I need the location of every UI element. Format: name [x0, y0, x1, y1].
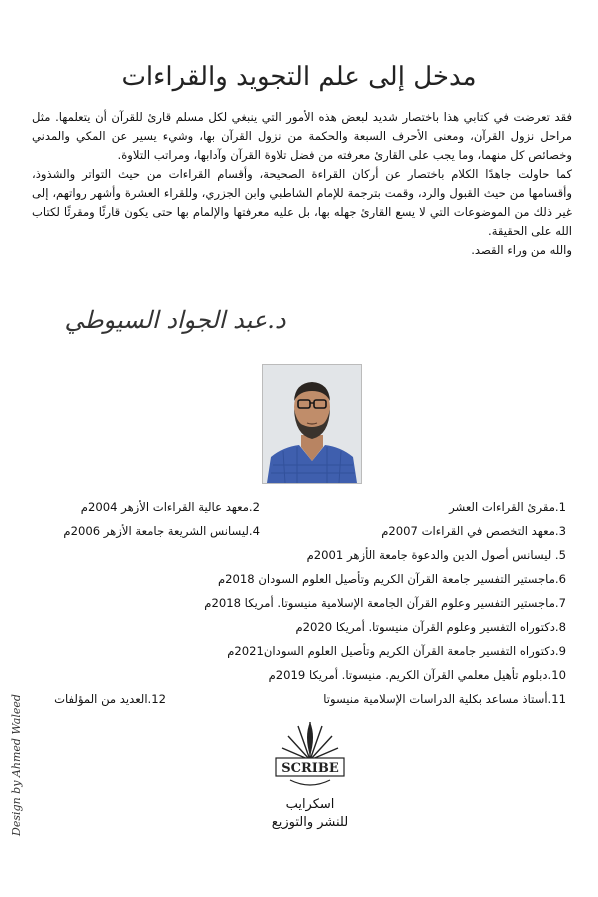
- qualification-12: 12.العديد من المؤلفات: [54, 692, 166, 706]
- intro-paragraph-2: كما حاولت جاهدًا الكلام باختصار عن أركان القراءة الصحيحة، وأقسام القراءات من حيث التواتر والشذوذ، وأقسامها من حيث القبول والرد، وقمت بترجمة للإمام الشاطبي وابن الجزري، وللقراء العشرة وأشهر رواتهم، إلى غير ذلك من الموضوعات التي لا يسع القارئ جهله بها، بل عليه معرفتها والإلمام بها حتى يكون قارئًا ومقرئًا لكتاب الله على الحقيقة.: [32, 167, 572, 238]
- qualification-8: 8.دكتوراه التفسير وعلوم القرآن منيسوتا. أمريكا 2020م: [295, 620, 566, 634]
- author-signature: د.عبد الجواد السيوطي: [64, 306, 286, 334]
- qualification-3: 3.معهد التخصص في القراءات 2007م: [381, 524, 566, 538]
- intro-text: [32, 108, 572, 260]
- intro-closing: والله من وراء القصد.: [471, 243, 572, 257]
- qualification-9: 9.دكتوراه التفسير جامعة القرآن الكريم وتأصيل العلوم السودان2021م: [227, 644, 566, 658]
- qualification-6: 6.ماجستير التفسير جامعة القرآن الكريم وتأصيل العلوم السودان 2018م: [217, 572, 566, 586]
- qualification-1: 1.مقرئ القراءات العشر: [449, 500, 566, 514]
- designer-credit: Design by Ahmed Waleed: [10, 694, 23, 836]
- qualification-2: 2.معهد عالية القراءات الأزهر 2004م: [80, 500, 260, 514]
- publisher-line-2: للنشر والتوزيع: [271, 815, 349, 830]
- qualification-5: 5. ليسانس أصول الدين والدعوة جامعة الأزهر 2001م: [306, 548, 566, 562]
- qualification-7: 7.ماجستير التفسير وعلوم القرآن الجامعة الإسلامية منيسوتا. أمريكا 2018م: [204, 596, 566, 610]
- intro-paragraph-1: فقد تعرضت في كتابي هذا باختصار شديد لبعض هذه الأمور التي ينبغي لكل مسلم قارئ للقرآن أن يتعلمها. مثل مراحل نزول القرآن، ومعنى الأحرف السبعة والحكمة من نزول القرآن بها، وشيء يسير عن المكي والمدني وخصائص كل منهما، وما يجب على القارئ معرفته من فضل تلاوة القرآن وآدابها، ومراتب التلاوة.: [32, 110, 572, 162]
- scribe-logo: [272, 716, 348, 792]
- book-title: مدخل إلى علم التجويد والقراءات: [121, 62, 477, 92]
- qualification-10: 10.دبلوم تأهيل معلمي القرآن الكريم. منيسوتا. أمريكا 2019م: [268, 668, 566, 682]
- publisher-name: [250, 796, 370, 832]
- author-photo: [262, 364, 362, 484]
- publisher-line-1: اسكرايب: [285, 797, 335, 812]
- qualification-11: 11.أستاذ مساعد بكلية الدراسات الإسلامية منيسوتا: [323, 692, 566, 706]
- scribe-logo-text: SCRIBE: [281, 761, 339, 776]
- qualification-4: 4.ليسانس الشريعة جامعة الأزهر 2006م: [63, 524, 260, 538]
